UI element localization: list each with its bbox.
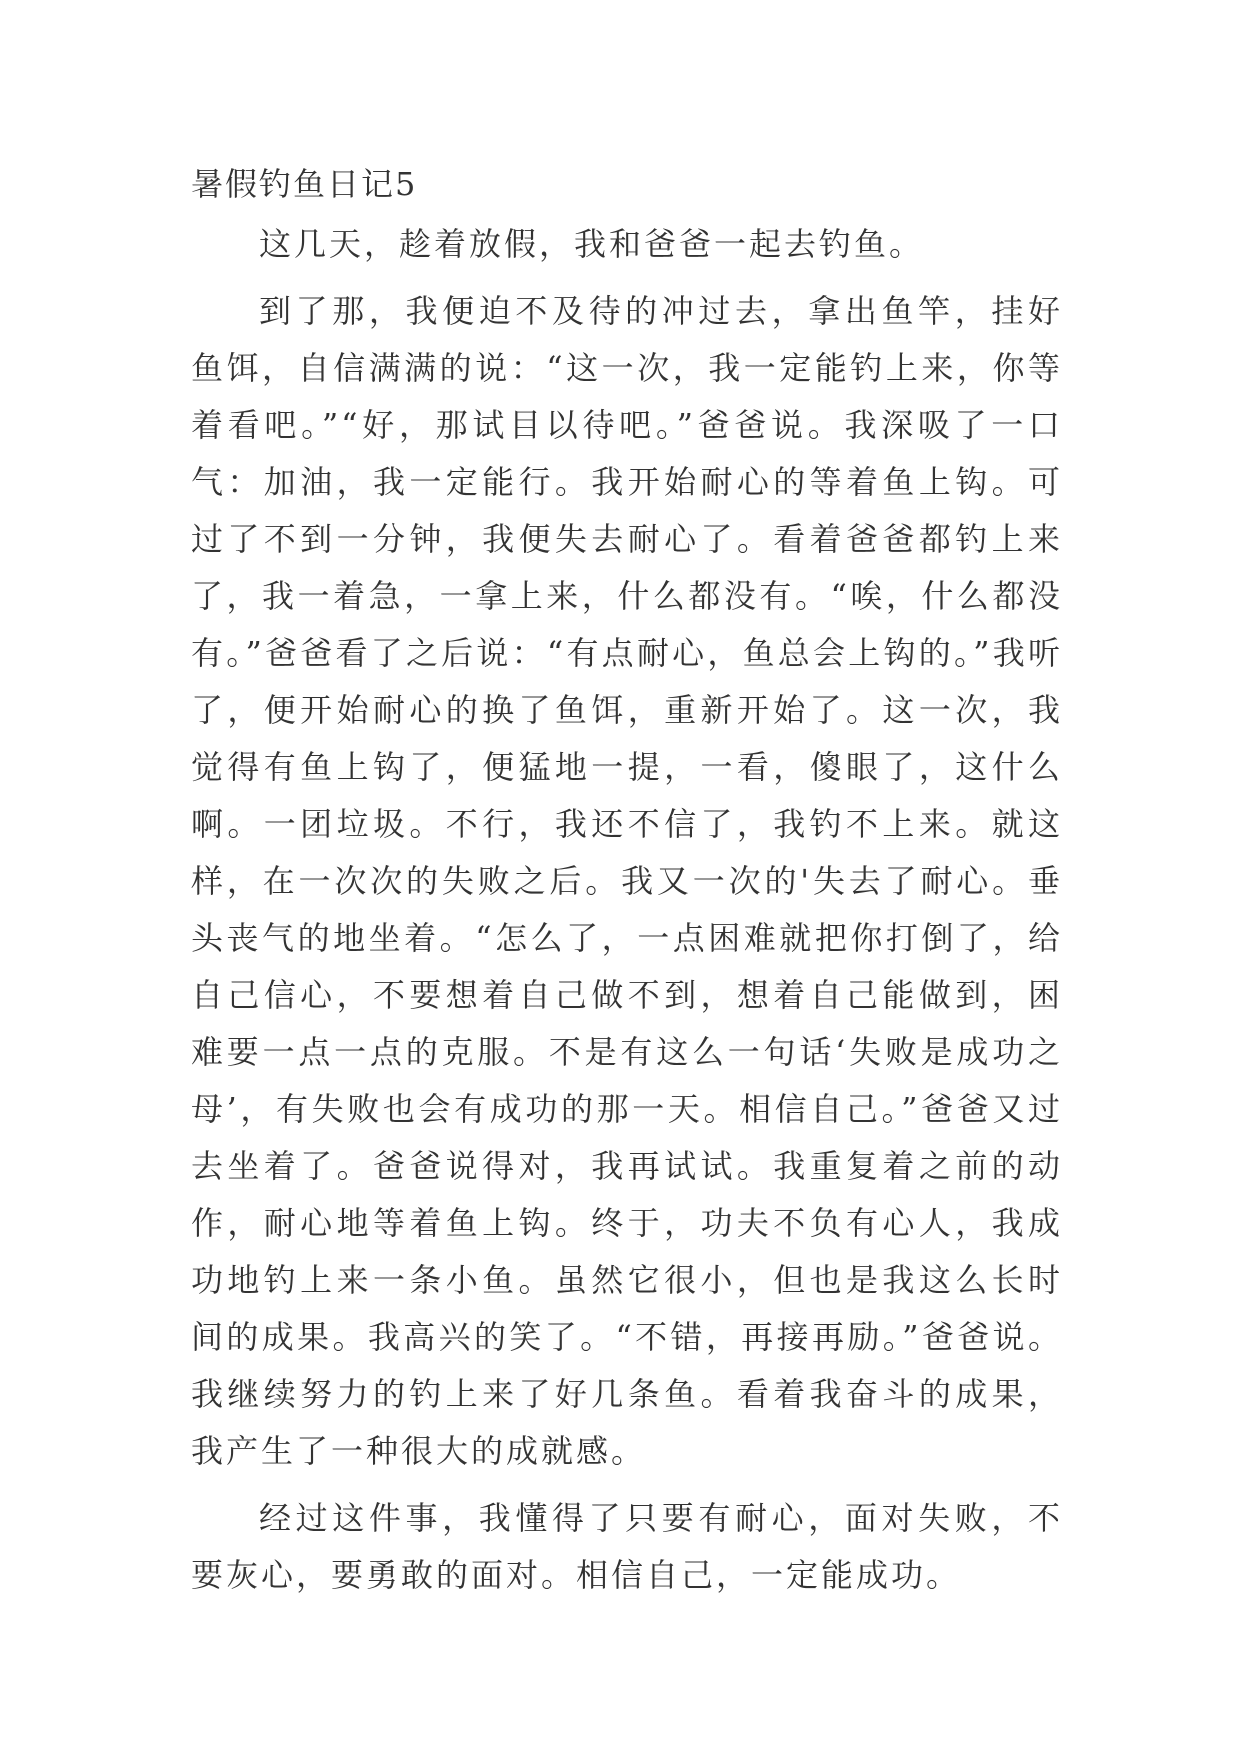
paragraph-3: 经过这件事，我懂得了只要有耐心，面对失败，不要灰心，要勇敢的面对。相信自己，一定能成功。: [191, 1499, 1063, 1594]
paragraph-2: 到了那，我便迫不及待的冲过去，拿出鱼竿，挂好鱼饵，自信满满的说：“这一次，我一定能钓上来，你等着看吧。”“好，那试目以待吧。”爸爸说。我深吸了一口气：加油，我一定能行。我开始耐心的等着鱼上钩。可过了不到一分钟，我便失去耐心了。看着爸爸都钓上来了，我一着急，一拿上来，什么都没有。“唉，什么都没有。”爸爸看了之后说：“有点耐心，鱼总会上钩的。”我听了，便开始耐心的换了鱼饵，重新开始了。这一次，我觉得有鱼上钩了，便猛地一提，一看，傻眼了，这什么啊。一团垃圾。不行，我还不信了，我钓不上来。就这样，在一次次的失败之后。我又一次的'失去了耐心。垂头丧气的地坐着。“怎么了，一点困难就把你打倒了，给自己信心，不要想着自己做不到，想着自己能做到，困难要一点一点的克服。不是有这么一句话‘失败是成功之母’，有失败也会有成功的那一天。相信自己。”爸爸又过去坐着了。爸爸说得对，我再试试。我重复着之前的动作，耐心地等着鱼上钩。终于，功夫不负有心人，我成功地钓上来一条小鱼。虽然它很小，但也是我这么长时间的成果。我高兴的笑了。“不错，再接再励。”爸爸说。我继续努力的钓上来了好几条鱼。看着我奋斗的成果，我产生了一种很大的成就感。: [191, 292, 1063, 1470]
document-body: [191, 216, 1063, 1614]
document-title: 暑假钓鱼日记5: [191, 165, 418, 203]
paragraph-1: 这几天，趁着放假，我和爸爸一起去钓鱼。: [259, 225, 925, 263]
